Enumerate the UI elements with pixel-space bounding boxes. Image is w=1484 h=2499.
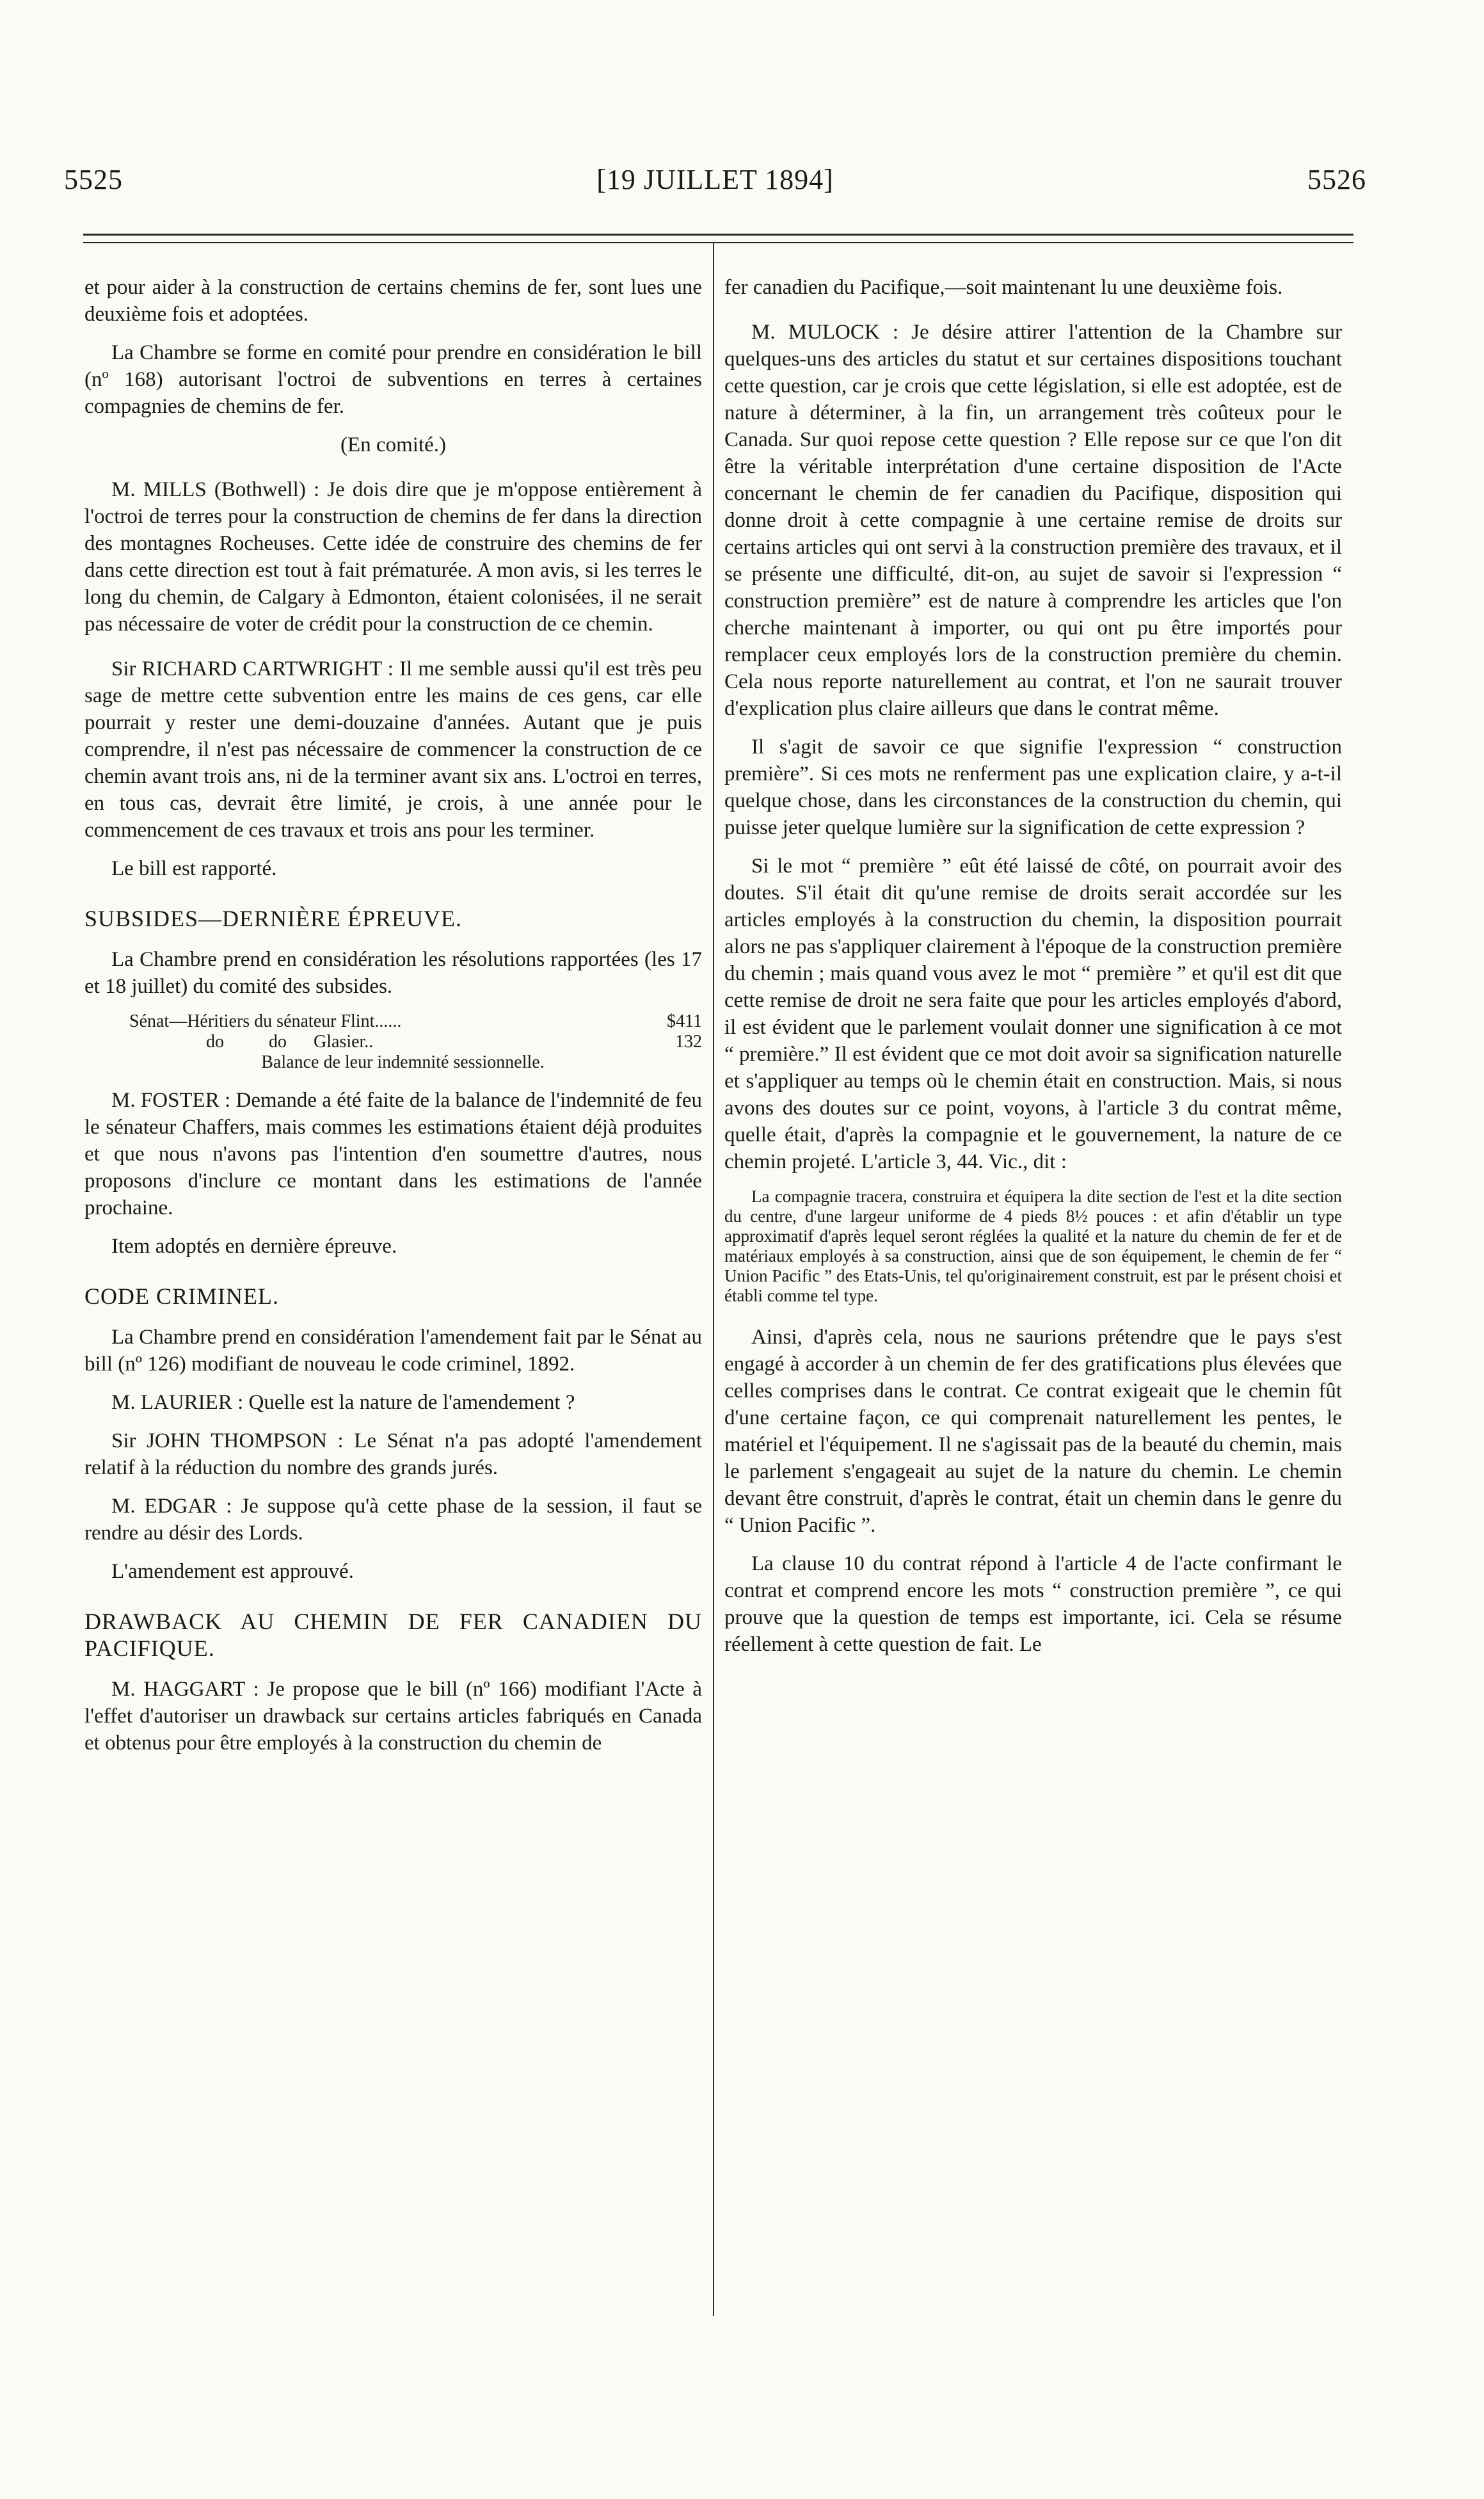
subsides-ledger — [84, 1011, 702, 1073]
speech-foster: M. FOSTER : Demande a été faite de la balance de l'indemnité de feu le sénateur Chaffers, mais commes les estimations étaient déjà produites et que nous n'avons pas l'intention d'en soumettre d'autres, nous proposons d'inclure ce montant dans les estimations de l'année prochaine. — [84, 1089, 702, 1219]
speech-cartwright: Sir RICHARD CARTWRIGHT : Il me semble aussi qu'il est très peu sage de mettre cette subvention entre les mains de ces gens, car elle pourrait y rester une demi-douzaine d'années. Autant que je puis comprendre, il n'est pas nécessaire de commencer la construction de ce chemin avant trois ans, ni de la terminer avant six ans. L'octroi en terres, en tous cas, devrait être limité, je crois, à une année pour le commencement de ces travaux et trois ans pour les terminer. — [84, 657, 702, 842]
speech-edgar: M. EDGAR : Je suppose qu'à cette phase de la session, il faut se rendre au désir des Lords. — [84, 1495, 702, 1545]
paragraph: Le bill est rapporté. — [111, 857, 277, 880]
speech-haggart: M. HAGGART : Je propose que le bill (nº 166) modifiant l'Acte à l'effet d'autoriser un drawback sur certains articles fabriqués en Canada et obtenus pour être employés à la construction du chemin de — [84, 1678, 702, 1755]
en-comite-note: (En comité.) — [340, 433, 446, 456]
ledger-label: Sénat—Héritiers du sénateur Flint...... — [129, 1011, 402, 1031]
speech-mills: M. MILLS (Bothwell) : Je dois dire que je m'oppose entièrement à l'octroi de terres pour la construction de chemins de fer dans la direction des montagnes Rocheuses. Cette idée de construire des chemins de fer dans cette direction est tout à fait prématurée. A mon avis, si les terres le long du chemin, de Calgary à Edmonton, étaient colonisées, il ne serait pas nécessaire de voter de crédit pour la construction de ce chemin. — [84, 478, 702, 636]
header-rule-bottom — [83, 242, 1353, 243]
page-header — [64, 163, 1366, 208]
section-heading-code-criminel: CODE CRIMINEL. — [84, 1283, 279, 1309]
ledger-label: do do Glasier.. — [206, 1032, 374, 1052]
section-heading-subsides: SUBSIDES—DERNIÈRE ÉPREUVE. — [84, 906, 463, 931]
paragraph: fer canadien du Pacifique,—soit maintenant lu une deuxième fois. — [724, 276, 1283, 299]
right-page-number: 5526 — [1307, 164, 1366, 195]
ledger-note: Balance de leur indemnité sessionnelle. — [261, 1052, 545, 1072]
paragraph: Ainsi, d'après cela, nous ne saurions prétendre que le pays s'est engagé à accorder à un chemin de fer des gratifications plus élevées que celles comprises dans le contrat. Ce contrat exigeait que le chemin fût d'une certaine façon, ce qui comprenait naturellement les pentes, le matériel et l'équipement. Il ne s'agissait pas de la beauté du chemin, mais le parlement s'engageait au sujet de la nature du chemin. Le chemin devant être construit, d'après le contrat, était un chemin dans le genre du “ Union Pacific ”. — [724, 1326, 1342, 1537]
ledger-amount: $411 — [667, 1011, 702, 1031]
contract-quote — [724, 1187, 1342, 1306]
left-column — [84, 274, 702, 2342]
speech-mulock: M. MULOCK : Je désire attirer l'attention de la Chambre sur quelques-uns des articles du statut et sur certaines dispositions touchant cette question, car je crois que cette législation, si elle est adoptée, est de nature à déterminer, à la fin, un arrangement très coûteux pour le Canada. Sur quoi repose cette question ? Elle repose sur ce que l'on dit être la véritable interprétation d'une certaine disposition de l'Acte concernant le chemin de fer canadien du Pacifique, disposition qui donne droit à cette compagnie à une certaine remise de droits sur certains articles qui ont servi à la construction première des travaux, et il se présente une difficulté, dit-on, au sujet de savoir si l'expression “ construction première” est de nature à comprendre les articles que l'on cherche maintenant à importer, ou qui ont pu être importés pour remplacer ceux employés lors de la construction première du chemin. Cela nous reporte naturellement au contrat, et l'on ne saurait trouver d'explication plus claire ailleurs que dans le contrat même. — [724, 321, 1342, 720]
quote-text: La compagnie tracera, construira et équipera la dite section de l'est et la dite section du centre, d'une largeur uniforme de 4 pieds 8½ pouces : et afin d'établir un type approximatif d'après lequel seront réglées la qualité et la nature du chemin de fer et de matériaux employés à sa construction, ainsi que de son équipement, le chemin de fer “ Union Pacific ” des Etats-Unis, tel qu'originairement construit, est par le présent choisi et établi comme tel type. — [724, 1187, 1342, 1305]
header-rule-top — [83, 234, 1353, 236]
ledger-row — [129, 1011, 702, 1032]
paragraph: et pour aider à la construction de certains chemins de fer, sont lues une deuxième fois et adoptées. — [84, 276, 702, 326]
paragraph: Item adoptés en dernière épreuve. — [111, 1235, 397, 1258]
paragraph: La Chambre prend en considération l'amendement fait par le Sénat au bill (nº 126) modifiant de nouveau le code criminel, 1892. — [84, 1326, 702, 1376]
paragraph: La clause 10 du contrat répond à l'article 4 de l'acte confirmant le contrat et comprend encore les mots “ construction première ”, ce qui prouve que la question de temps est importante, ici. Cela se résume réellement à cette question de fait. Le — [724, 1552, 1342, 1656]
ledger-amount: 132 — [675, 1032, 702, 1052]
paragraph: La Chambre se forme en comité pour prendre en considération le bill (nº 168) autorisant l'octroi de subventions en terres à certaines compagnies de chemins de fer. — [84, 341, 702, 418]
speech-laurier: M. LAURIER : Quelle est la nature de l'amendement ? — [111, 1391, 575, 1414]
paragraph: Si le mot “ première ” eût été laissé de côté, on pourrait avoir des doutes. S'il était dit qu'une remise de droits serait accordée sur les articles employés à la construction du chemin, la disposition pourrait alors ne pas s'appliquer clairement à l'époque de la construction première du chemin ; mais quand vous avez le mot “ première ” et qu'il est dit que cette remise de droit ne sera faite que pour les articles employés d'abord, il est évident que le parlement voulait donner une signification à ce mot “ première.” Il est évident que ce mot doit avoir sa signification naturelle et s'appliquer au temps où le chemin était en construction. Mais, si nous avons des doutes sur ce point, voyons, à l'article 3 du contrat même, quelle était, d'après la compagnie et le gouvernement, la nature de ce chemin projeté. L'article 3, 44. Vic., dit : — [724, 855, 1342, 1173]
paragraph: La Chambre prend en considération les résolutions rapportées (les 17 et 18 juillet) du comité des subsides. — [84, 948, 702, 998]
section-heading-drawback: DRAWBACK AU CHEMIN DE FER CANADIEN DU PACIFIQUE. — [84, 1609, 702, 1661]
left-page-number: 5525 — [64, 164, 123, 195]
paragraph: L'amendement est approuvé. — [111, 1560, 354, 1583]
right-column — [724, 274, 1342, 2342]
speech-thompson: Sir JOHN THOMPSON : Le Sénat n'a pas adopté l'amendement relatif à la réduction du nombre des grands jurés. — [84, 1429, 702, 1479]
column-separator — [713, 242, 714, 2316]
page-date: [19 JUILLET 1894] — [596, 164, 834, 195]
paragraph: Il s'agit de savoir ce que signifie l'expression “ construction première”. Si ces mots ne renferment pas une explication claire, y a-t-il quelque chose, dans les circonstances de la construction du chemin, qui puisse jeter quelque lumière sur la signification de cette expression ? — [724, 735, 1342, 839]
ledger-row — [129, 1032, 702, 1052]
